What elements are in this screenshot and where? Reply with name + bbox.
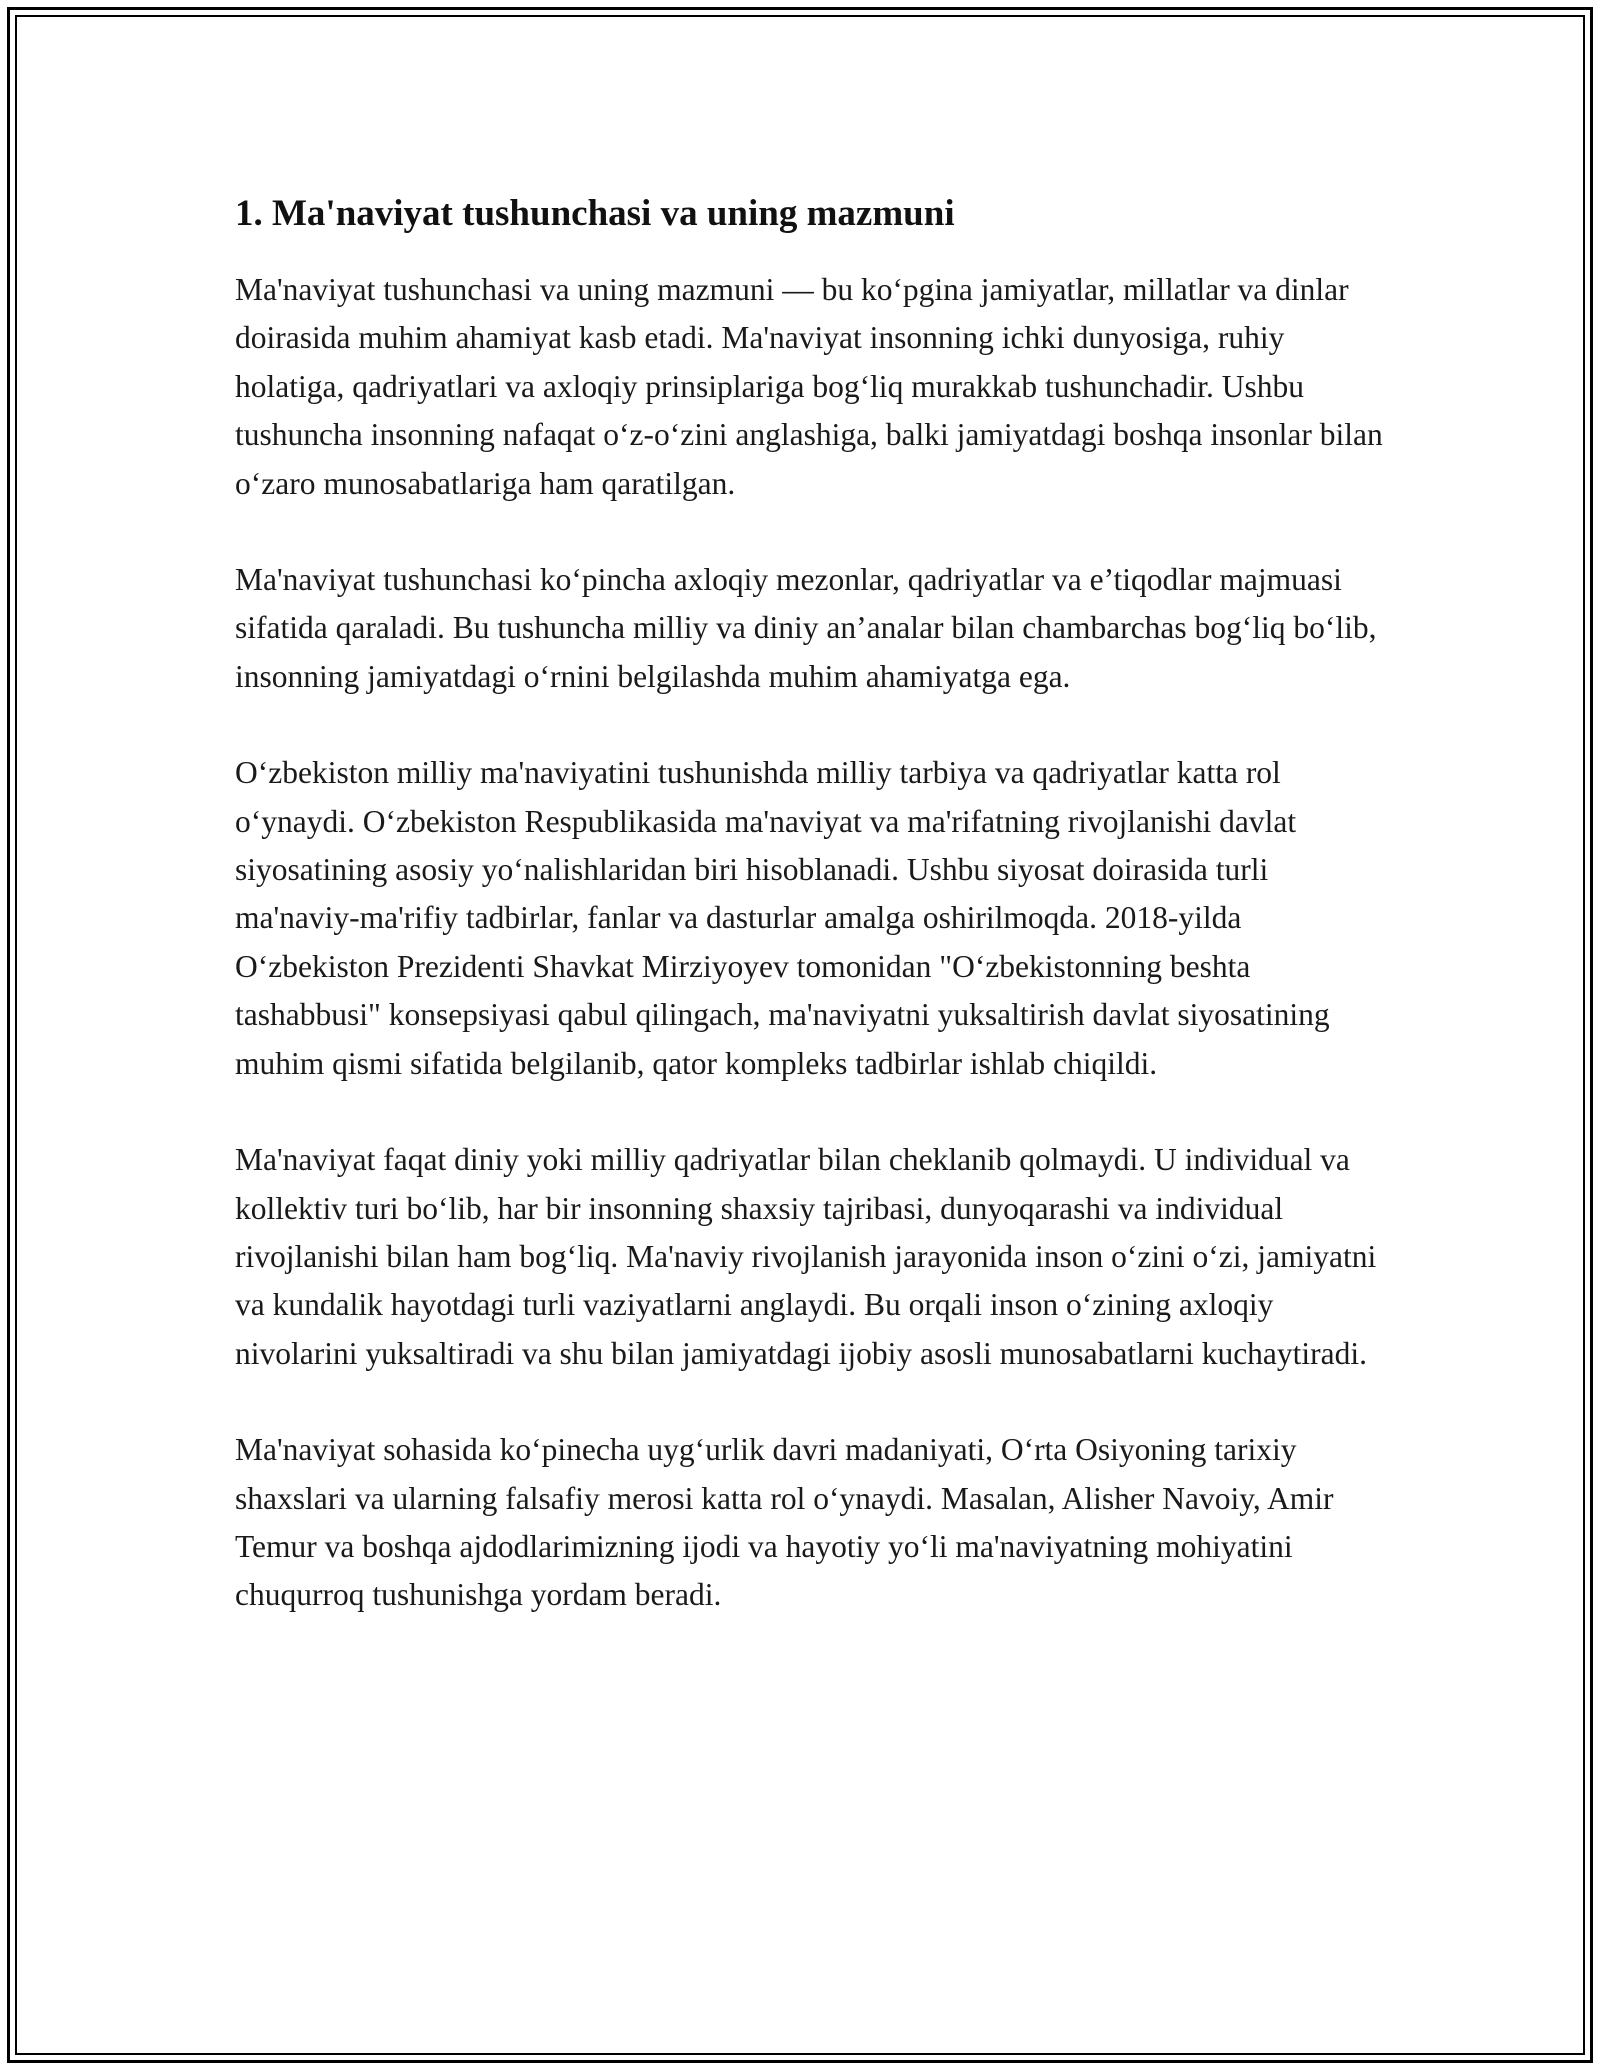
section-heading: 1. Ma'naviyat tushunchasi va uning mazmuni [235,193,955,234]
document-body [235,190,1385,1620]
paragraph-3: Oʻzbekiston milliy ma'naviyatini tushunishda milliy tarbiya va qadriyatlar katta rol oʻynaydi. Oʻzbekiston Respublikasida ma'naviyat va ma'rifatning rivojlanishi davlat siyosatining asosiy yoʻnalishlaridan biri hisoblanadi. Ushbu siyosat doirasida turli ma'naviy-ma'rifiy tadbirlar, fanlar va dasturlar amalga oshirilmoqda. 2018-yilda Oʻzbekiston Prezidenti Shavkat Mirziyoyev tomonidan "Oʻzbekistonning beshta tashabbusi" konsepsiyasi qabul qilingach, ma'naviyatni yuksaltirish davlat siyosatining muhim qismi sifatida belgilanib, qator kompleks tadbirlar ishlab chiqildi. [235,755,1330,1081]
paragraph-4: Ma'naviyat faqat diniy yoki milliy qadriyatlar bilan cheklanib qolmaydi. U individual va kollektiv turi boʻlib, har bir insonning shaxsiy tajribasi, dunyoqarashi va individual rivojlanishi bilan ham bogʻliq. Ma'naviy rivojlanish jarayonida inson oʻzini oʻzi, jamiyatni va kundalik hayotdagi turli vaziyatlarni anglaydi. Bu orqali inson oʻzining axloqiy nivolarini yuksaltiradi va shu bilan jamiyatdagi ijobiy asosli munosabatlarni kuchaytiradi. [235,1142,1377,1371]
paragraph-2: Ma'naviyat tushunchasi koʻpincha axloqiy mezonlar, qadriyatlar va e’tiqodlar majmuasi sifatida qaraladi. Bu tushuncha milliy va diniy an’analar bilan chambarchas bogʻliq boʻlib, insonning jamiyatdagi oʻrnini belgilashda muhim ahamiyatga ega. [235,562,1377,694]
paragraph-5: Ma'naviyat sohasida koʻpinecha uygʻurlik davri madaniyati, Oʻrta Osiyoning tarixiy shaxslari va ularning falsafiy merosi katta rol oʻynaydi. Masalan, Alisher Navoiy, Amir Temur va boshqa ajdodlarimizning ijodi va hayotiy yoʻli ma'naviyatning mohiyatini chuqurroq tushunishga yordam beradi. [235,1432,1334,1613]
paragraph-1: Ma'naviyat tushunchasi va uning mazmuni — bu koʻpgina jamiyatlar, millatlar va dinlar doirasida muhim ahamiyat kasb etadi. Ma'naviyat insonning ichki dunyosiga, ruhiy holatiga, qadriyatlari va axloqiy prinsiplariga bogʻliq murakkab tushunchadir. Ushbu tushuncha insonning nafaqat oʻz-oʻzini anglashiga, balki jamiyatdagi boshqa insonlar bilan oʻzaro munosabatlariga ham qaratilgan. [235,272,1383,501]
